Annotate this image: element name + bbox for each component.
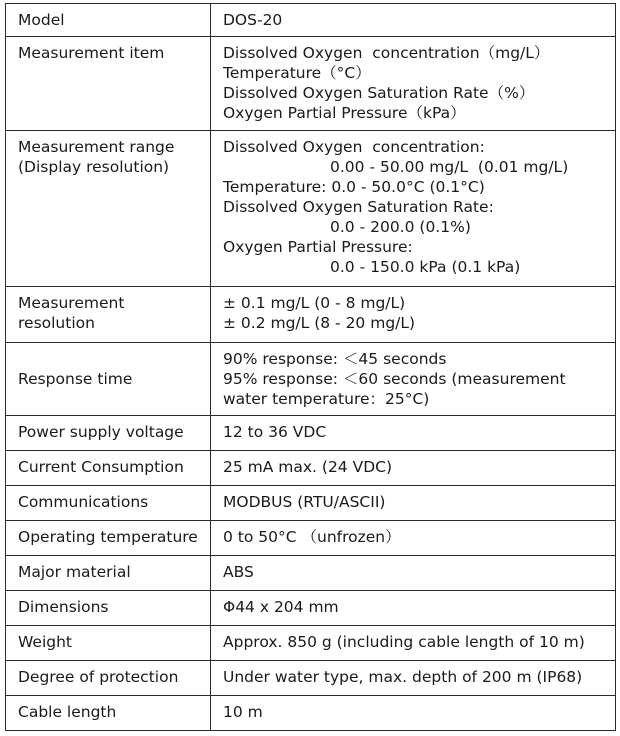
spec-row-cable-length [6, 696, 616, 731]
spec-value-cell [211, 521, 616, 556]
spec-row-major-material [6, 556, 616, 591]
spec-row-weight [6, 626, 616, 661]
spec-label: Communications [18, 493, 149, 511]
spec-label-cell [6, 486, 211, 521]
spec-label: Dimensions [18, 598, 109, 616]
spec-value: Temperature（°C） [223, 64, 371, 82]
spec-value: 0.0 - 150.0 kPa (0.1 kPa) [330, 258, 521, 276]
spec-value: water temperature：25°C) [223, 390, 430, 408]
spec-value: Dissolved Oxygen concentration（mg/L） [223, 44, 550, 62]
spec-label-cell [6, 696, 211, 731]
spec-label-cell [6, 287, 211, 343]
spec-label: Operating temperature [18, 528, 198, 546]
spec-value: Dissolved Oxygen Saturation Rate: [223, 198, 494, 216]
spec-value: Under water type, max. depth of 200 m (IP68) [223, 668, 583, 686]
spec-value: 95% response: ＜60 seconds (measurement [223, 370, 566, 388]
spec-label: Power supply voltage [18, 423, 184, 441]
spec-row-measurement-resolution [6, 287, 616, 343]
spec-value: 25 mA max. (24 VDC) [223, 458, 393, 476]
spec-label: Current Consumption [18, 458, 184, 476]
spec-value: Approx. 850 g (including cable length of 10 m) [223, 633, 585, 651]
spec-label: (Display resolution) [18, 158, 170, 176]
spec-value: Oxygen Partial Pressure: [223, 238, 413, 256]
spec-value: 0 to 50°C （unfrozen） [223, 528, 401, 546]
spec-row-current-consumption [6, 451, 616, 486]
spec-row-power-supply-voltage [6, 416, 616, 451]
spec-row-degree-of-protection [6, 661, 616, 696]
spec-label: Weight [18, 633, 73, 651]
spec-label-cell [6, 4, 211, 37]
spec-value-cell [211, 131, 616, 287]
spec-row-communications [6, 486, 616, 521]
spec-label-cell [6, 556, 211, 591]
spec-row-measurement-item [6, 37, 616, 131]
spec-value: 0.0 - 200.0 (0.1%) [330, 218, 471, 236]
spec-label-cell [6, 626, 211, 661]
spec-label-cell [6, 37, 211, 131]
spec-table [5, 3, 616, 731]
spec-value: Temperature: 0.0 - 50.0°C (0.1°C) [223, 178, 485, 196]
spec-value-cell [211, 626, 616, 661]
spec-value: Φ44 x 204 mm [223, 598, 339, 616]
spec-value: ± 0.2 mg/L (8 - 20 mg/L) [223, 314, 416, 332]
spec-label: Measurement item [18, 44, 165, 62]
spec-value-cell [211, 37, 616, 131]
spec-label: Response time [18, 370, 133, 388]
spec-label: Cable length [18, 703, 117, 721]
spec-label-cell [6, 131, 211, 287]
spec-value-cell [211, 343, 616, 416]
spec-value-cell [211, 696, 616, 731]
spec-value-cell [211, 451, 616, 486]
spec-label: resolution [18, 314, 95, 332]
spec-label: Measurement [18, 294, 125, 312]
spec-value: Oxygen Partial Pressure（kPa） [223, 104, 466, 122]
spec-value: 10 m [223, 703, 263, 721]
spec-label: Measurement range [18, 138, 175, 156]
spec-value: 12 to 36 VDC [223, 423, 327, 441]
spec-label-cell [6, 343, 211, 416]
spec-value: ± 0.1 mg/L (0 - 8 mg/L) [223, 294, 406, 312]
spec-label-cell [6, 591, 211, 626]
spec-label-cell [6, 661, 211, 696]
spec-value-cell [211, 287, 616, 343]
spec-row-measurement-range [6, 131, 616, 287]
spec-value: ABS [223, 563, 254, 581]
spec-label-cell [6, 416, 211, 451]
spec-row-dimensions [6, 591, 616, 626]
spec-row-operating-temperature [6, 521, 616, 556]
spec-value-cell [211, 556, 616, 591]
spec-label: Major material [18, 563, 131, 581]
spec-value: DOS-20 [223, 11, 283, 29]
spec-value: 0.00 - 50.00 mg/L (0.01 mg/L) [330, 158, 569, 176]
spec-value-cell [211, 661, 616, 696]
spec-value-cell [211, 591, 616, 626]
spec-value: Dissolved Oxygen concentration: [223, 138, 485, 156]
spec-value-cell [211, 486, 616, 521]
spec-row-response-time [6, 343, 616, 416]
spec-row-model [6, 4, 616, 37]
spec-value-cell [211, 4, 616, 37]
spec-value: 90% response: ＜45 seconds [223, 350, 447, 368]
spec-label: Model [18, 11, 65, 29]
spec-value-cell [211, 416, 616, 451]
spec-value: MODBUS (RTU/ASCII) [223, 493, 386, 511]
spec-label-cell [6, 521, 211, 556]
spec-label-cell [6, 451, 211, 486]
spec-value: Dissolved Oxygen Saturation Rate（%） [223, 84, 535, 102]
spec-label: Degree of protection [18, 668, 179, 686]
